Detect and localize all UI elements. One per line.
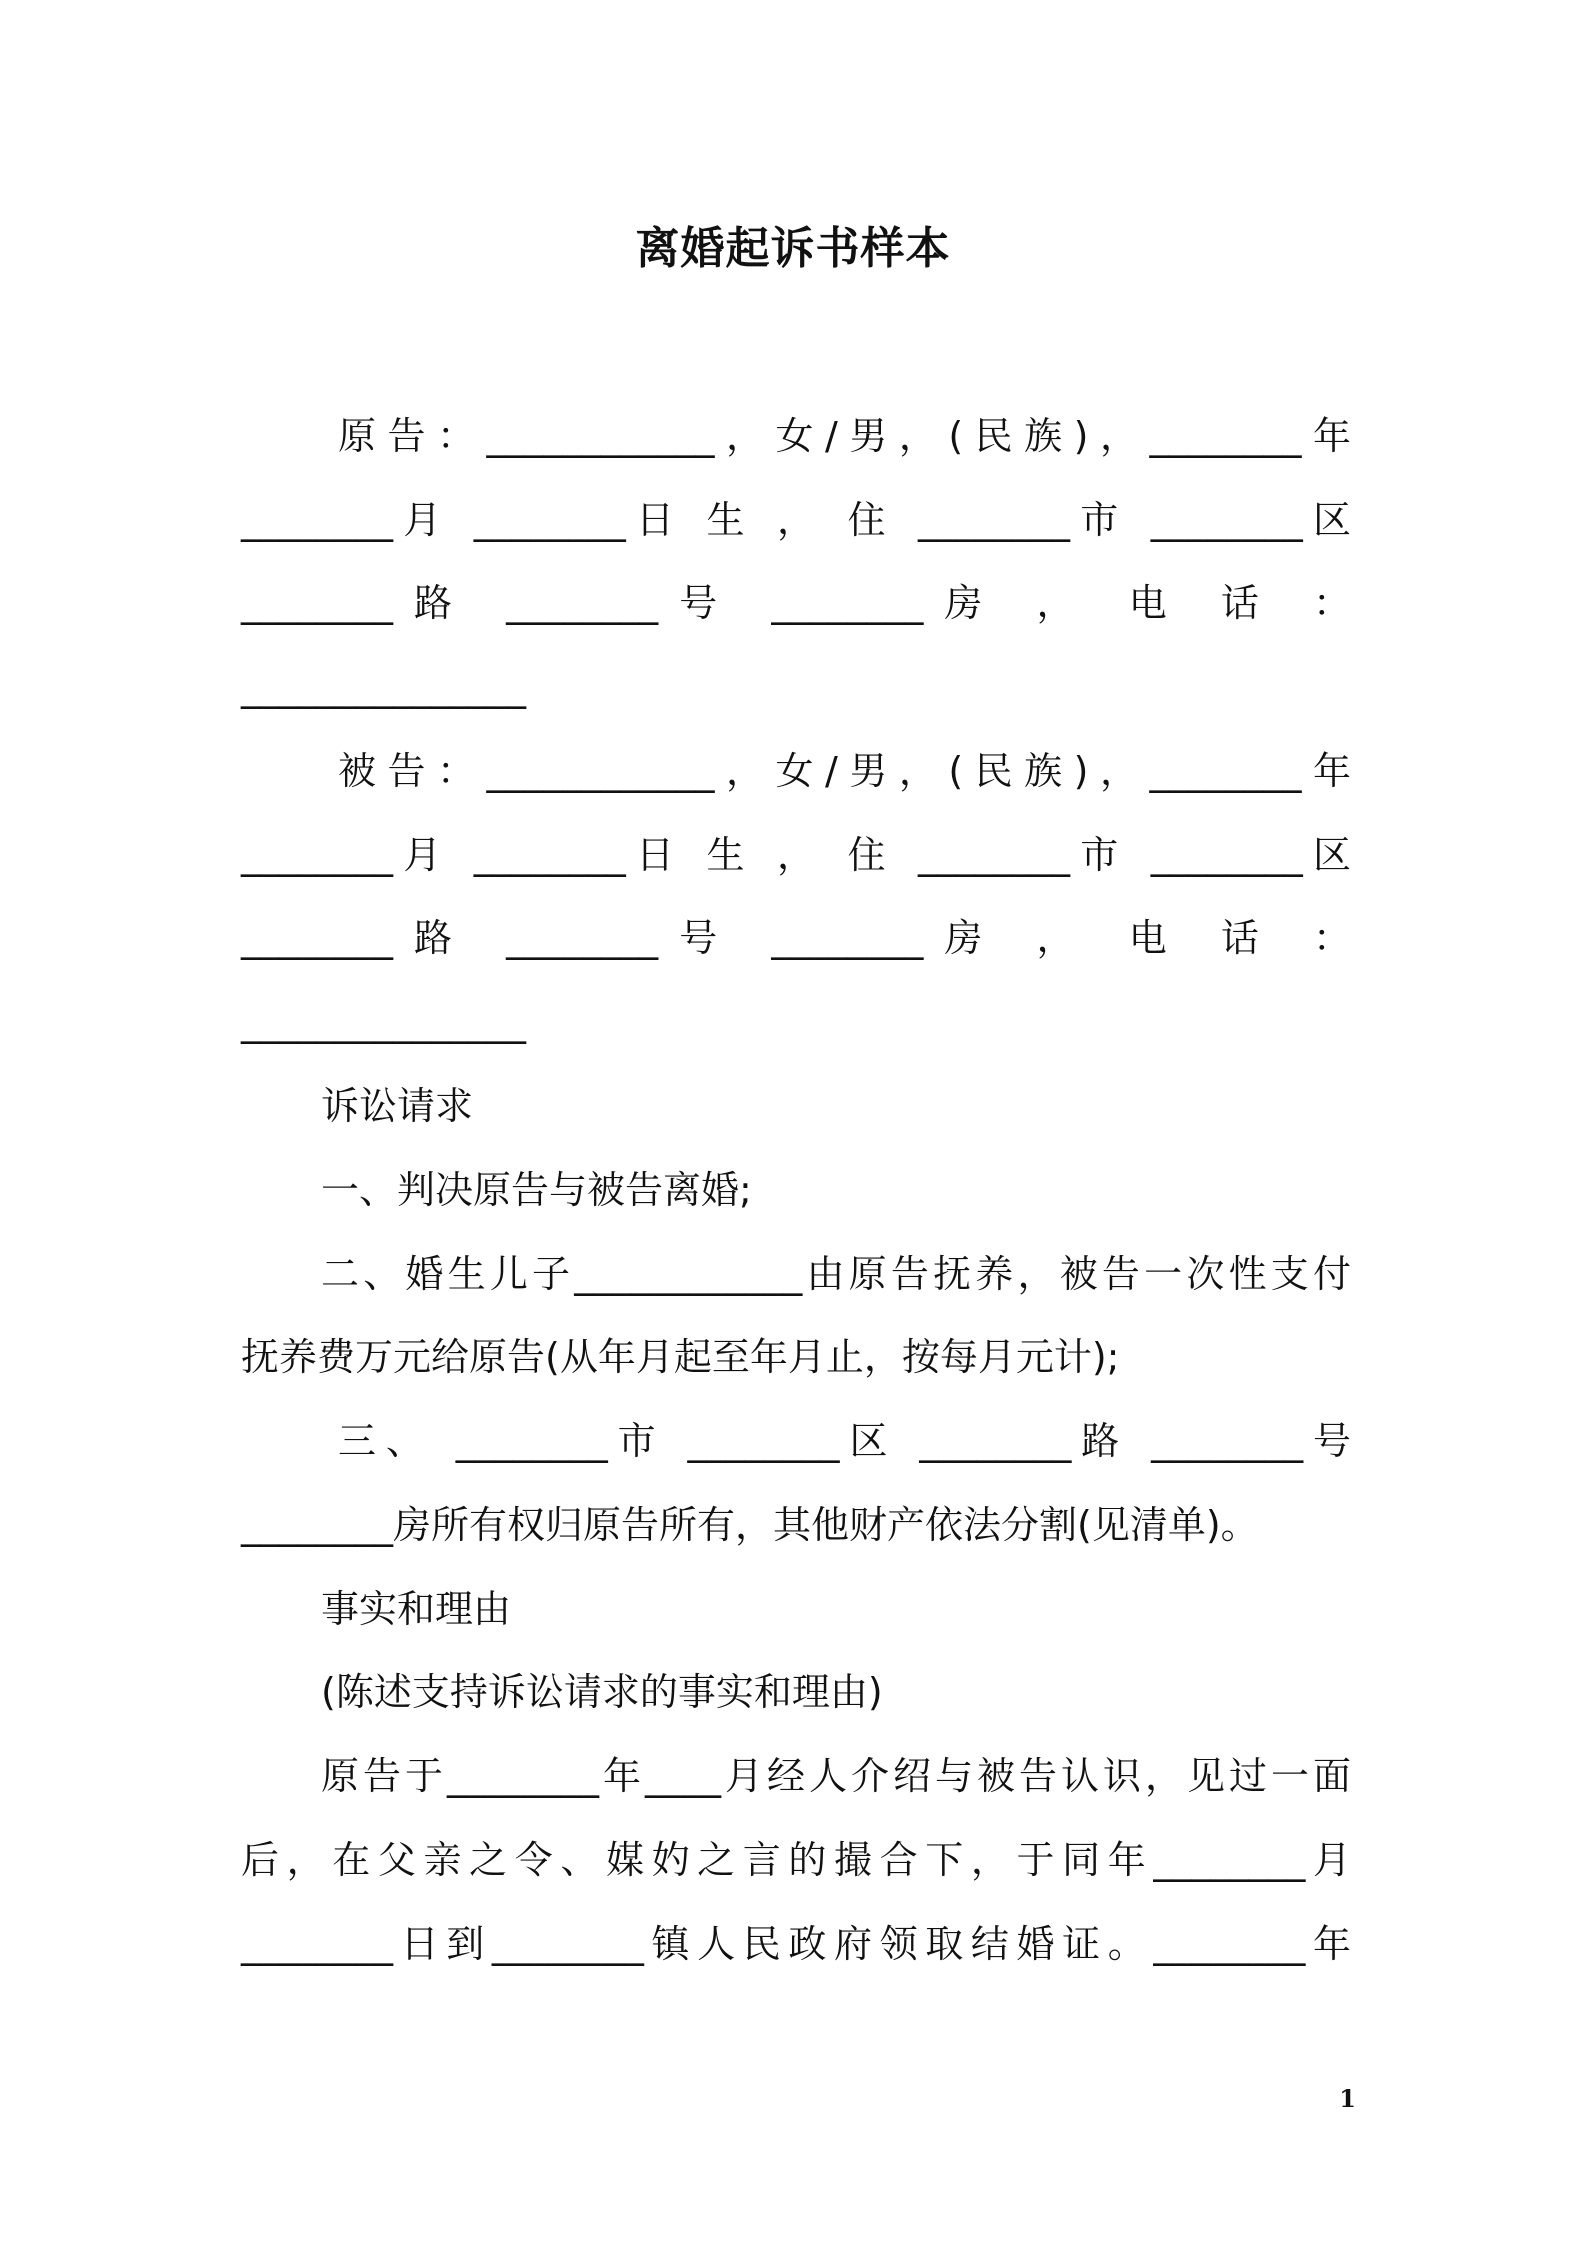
page-number: 1 xyxy=(1339,2084,1356,2113)
claim-2-line-2: 抚养费万元给原告(从年月起至年月止，按每月元计); xyxy=(241,1335,1120,1379)
claim-1: 一、判决原告与被告离婚; xyxy=(321,1168,752,1212)
plaintiff-line-3: ________路 ________号 ________房 ， 电 话 ： xyxy=(241,581,1351,625)
defendant-line-4: _______________ xyxy=(241,1000,526,1044)
facts-line-2: 后，在父亲之令、媒妁之言的撮合下，于同年________月 xyxy=(241,1838,1351,1882)
document-title: 离婚起诉书样本 xyxy=(635,223,951,274)
defendant-line-3: ________路 ________号 ________房 ， 电 话 ： xyxy=(241,916,1351,960)
claim-3-line-1: 三、 ________市 ________区 ________路 ________号 xyxy=(338,1419,1351,1463)
plaintiff-line-4: _______________ xyxy=(241,665,526,709)
plaintiff-line-2: ________月 ________日 生 ， 住 ________市 ________区 xyxy=(241,498,1351,542)
facts-instruction: (陈述支持诉讼请求的事实和理由) xyxy=(321,1670,883,1714)
claims-heading: 诉讼请求 xyxy=(321,1084,474,1128)
facts-line-1: 原告于________年____月经人介绍与被告认识，见过一面 xyxy=(321,1754,1351,1798)
facts-heading: 事实和理由 xyxy=(321,1587,512,1631)
claim-2-line-1: 二、婚生儿子____________由原告抚养，被告一次性支付 xyxy=(321,1252,1351,1296)
plaintiff-line-1: 原告：____________，女/男，(民族)，________年 xyxy=(338,414,1351,458)
facts-line-3: ________日到________镇人民政府领取结婚证。________年 xyxy=(241,1922,1351,1966)
claim-3-line-2: ________房所有权归原告所有，其他财产依法分割(见清单)。 xyxy=(241,1503,1259,1547)
defendant-line-1: 被告：____________，女/男，(民族)，________年 xyxy=(338,749,1351,793)
defendant-line-2: ________月 ________日 生 ， 住 ________市 ________区 xyxy=(241,833,1351,877)
